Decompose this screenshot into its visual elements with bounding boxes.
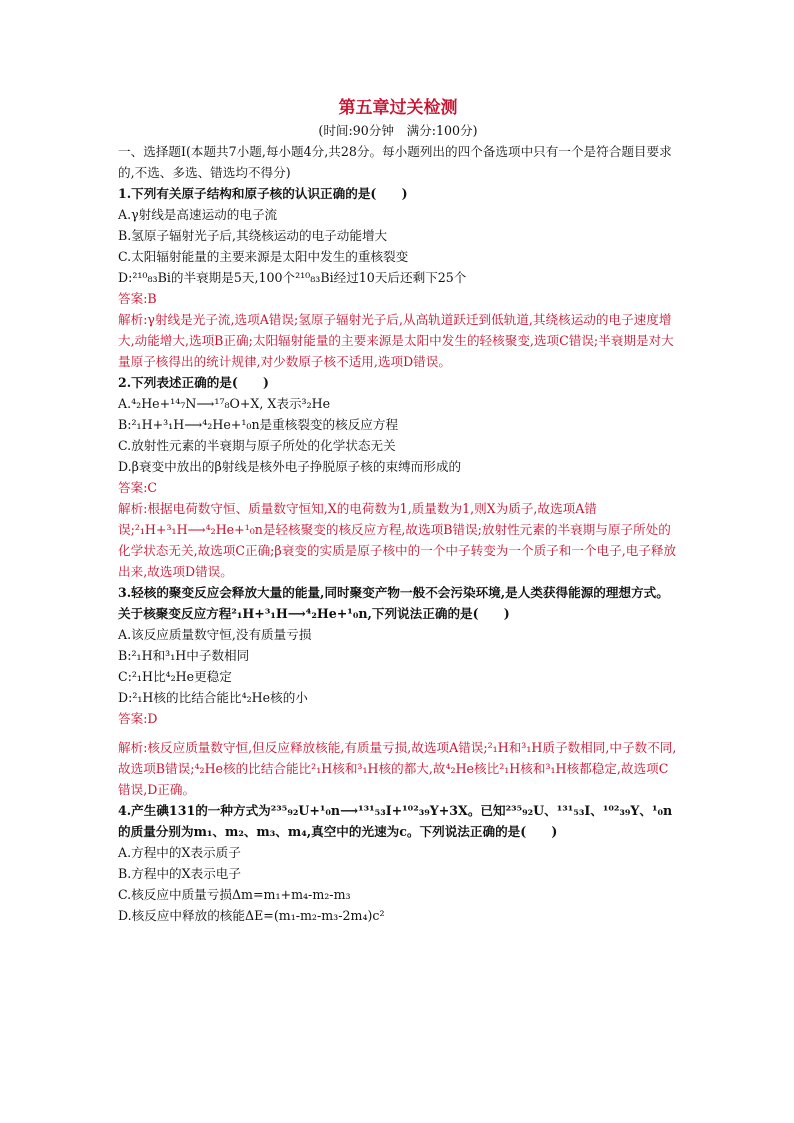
question-4-option-a: A.方程中的X表示质子 [118, 845, 241, 860]
question-3-stem: 3.轻核的聚变反应会释放大量的能量,同时聚变产物一般不会污染环境,是人类获得能源的理想方式。关于核聚变反应方程²₁H+³₁H⟶⁴₂He+¹₀n,下列说法正确的是( ) [118, 585, 669, 621]
question-4-option-c: C.核反应中质量亏损Δm=m₁+m₄-m₂-m₃ [118, 887, 351, 902]
question-2-option-a: A.⁴₂He+¹⁴₇N⟶¹⁷₈O+X, X表示³₂He [118, 396, 331, 411]
question-1-option-d: D:²¹⁰₈₃Bi的半衰期是5天,100个²¹⁰₈₃Bi经过10天后还剩下25个 [118, 270, 467, 285]
question-2-stem: 2.下列表述正确的是( ) [118, 375, 270, 390]
question-3-answer: 答案:D [118, 711, 158, 726]
question-2-answer: 答案:C [118, 480, 158, 495]
question-1-analysis: 解析:γ射线是光子流,选项A错误;氢原子辐射光子后,从高轨道跃迁到低轨道,其绕核运动的电子速度增大,动能增大,选项B正确;太阳辐射能量的主要来源是太阳中发生的轻核聚变,选项C错误;半衰期是对大量原子核得出的统计规律,对少数原子核不适用,选项D错误。 [118, 312, 674, 369]
question-2-option-b: B:²₁H+³₁H⟶⁴₂He+¹₀n是重核裂变的核反应方程 [118, 417, 399, 432]
page-title: 第五章过关检测 [338, 98, 458, 118]
question-1-answer: 答案:B [118, 291, 157, 306]
exam-info: (时间:90分钟 满分:100分) [318, 123, 478, 138]
section-heading: 一、选择题Ⅰ(本题共7小题,每小题4分,共28分。每小题列出的四个备选项中只有一个是符合题目要求的,不选、多选、错选均不得分) [118, 144, 672, 180]
question-3-option-a: A.该反应质量数守恒,没有质量亏损 [118, 627, 312, 642]
question-2-option-c: C.放射性元素的半衰期与原子所处的化学状态无关 [118, 438, 396, 453]
question-4-option-d: D.核反应中释放的核能ΔE=(m₁-m₂-m₃-2m₄)c² [118, 908, 385, 923]
question-2-option-d: D.β衰变中放出的β射线是核外电子挣脱原子核的束缚而形成的 [118, 459, 462, 474]
question-1-option-a: A.γ射线是高速运动的电子流 [118, 207, 278, 222]
question-1-option-b: B.氢原子辐射光子后,其绕核运动的电子动能增大 [118, 228, 388, 243]
question-3-analysis: 解析:核反应质量数守恒,但反应释放核能,有质量亏损,故选项A错误;²₁H和³₁H质子数相同,中子数不同,故选项B错误;⁴₂He核的比结合能比²₁H核和³₁H核的都大,故⁴₂He核比²₁H核和³₁H核都稳定,故选项C错误,D正确。 [118, 740, 677, 797]
question-4-option-b: B.方程中的X表示电子 [118, 866, 241, 881]
question-4-stem: 4.产生碘131的一种方式为²³⁵₉₂U+¹₀n⟶¹³¹₅₃I+¹⁰²₃₉Y+3X。已知²³⁵₉₂U、¹³¹₅₃I、¹⁰²₃₉Y、¹₀n的质量分别为m₁、m₂、m₃、m₄,真空中的光速为c。下列说法正确的是( ) [118, 803, 673, 839]
document-page [118, 96, 678, 926]
question-3-option-c: C:²₁H比⁴₂He更稳定 [118, 669, 232, 684]
question-1-stem: 1.下列有关原子结构和原子核的认识正确的是( ) [118, 186, 408, 201]
question-1-option-c: C.太阳辐射能量的主要来源是太阳中发生的重核裂变 [118, 249, 409, 264]
question-3-option-d: D:²₁H核的比结合能比⁴₂He核的小 [118, 690, 308, 705]
question-3-option-b: B:²₁H和³₁H中子数相同 [118, 648, 250, 663]
question-2-analysis: 解析:根据电荷数守恒、质量数守恒知,X的电荷数为1,质量数为1,则X为质子,故选项A错误;²₁H+³₁H⟶⁴₂He+¹₀n是轻核聚变的核反应方程,故选项B错误;放射性元素的半衰期与原子所处的化学状态无关,故选项C正确;β衰变的实质是原子核中的一个中子转变为一个质子和一个电子,电子释放出来,故选项D错误。 [118, 501, 677, 579]
